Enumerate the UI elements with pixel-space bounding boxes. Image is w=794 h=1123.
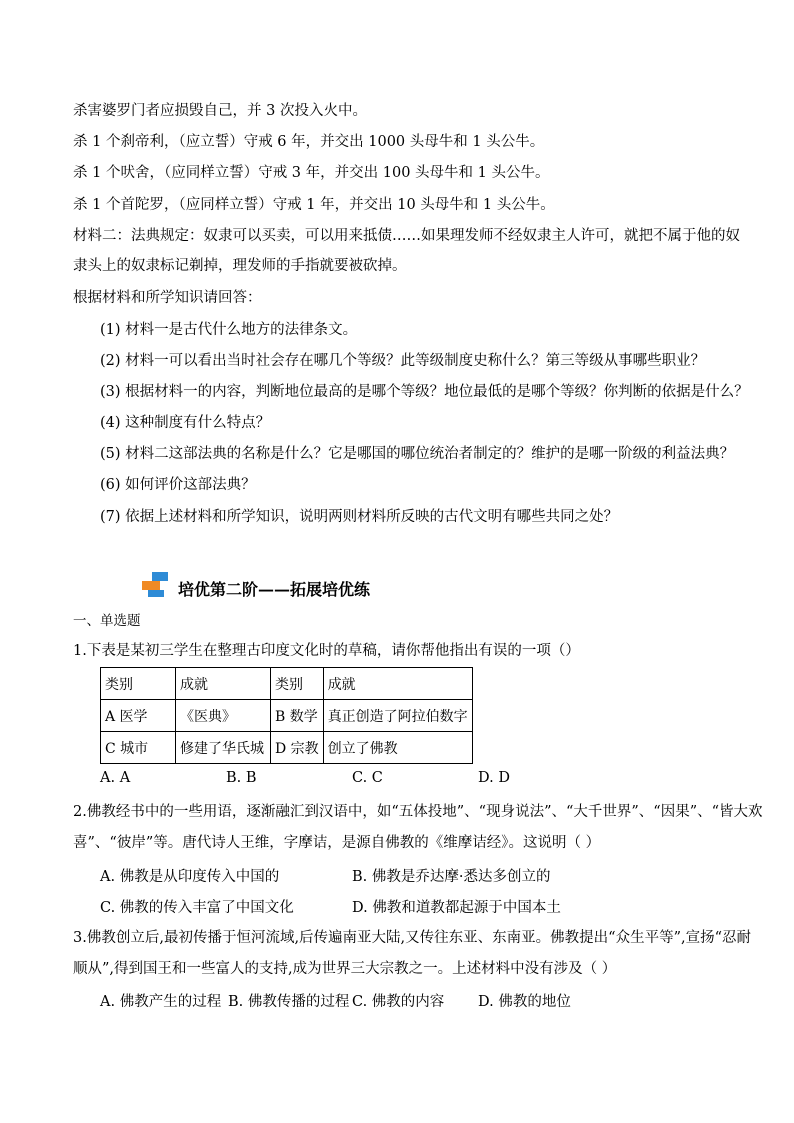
q1-option-d[interactable]: D. D	[478, 770, 510, 786]
q1-option-a[interactable]: A. A	[100, 770, 131, 786]
material1-line: 杀害婆罗门者应损毁自己，并 3 次投入火中。	[73, 103, 367, 119]
table-row	[101, 668, 473, 700]
q1-option-c[interactable]: C. C	[352, 770, 383, 786]
question-prompt: 根据材料和所学知识请回答：	[73, 290, 262, 306]
section-title: 培优第二阶——拓展培优练	[178, 580, 371, 599]
q3-option-a[interactable]: A. 佛教产生的过程	[100, 994, 222, 1010]
material1-line: 杀 1 个首陀罗，（应同样立誓）守戒 1 年，并交出 10 头母牛和 1 头公牛。	[73, 197, 555, 213]
material1-line: 杀 1 个刹帝利，（应立誓）守戒 6 年，并交出 1000 头母牛和 1 头公牛。	[73, 134, 545, 150]
q2-option-a[interactable]: A. 佛教是从印度传入中国的	[100, 869, 280, 885]
q2-option-b[interactable]: B. 佛教是乔达摩·悉达多创立的	[352, 869, 551, 885]
q3-stem-line2: 顺从”,得到国王和一些富人的支持,成为世界三大宗教之一。上述材料中没有涉及（ ）	[73, 961, 617, 977]
table-cell: 类别	[101, 668, 176, 700]
table-row	[101, 700, 473, 732]
q3-option-d[interactable]: D. 佛教的地位	[478, 994, 571, 1010]
q2-stem-line1: 2.佛教经书中的一些用语，逐渐融汇到汉语中，如“五体投地”、“现身说法”、“大千世界”、“因果”、“皆大欢	[73, 804, 763, 820]
table-cell: B 数学	[271, 700, 324, 732]
q1-table	[100, 667, 473, 764]
q1-option-b[interactable]: B. B	[226, 770, 257, 786]
table-cell: 成就	[176, 668, 271, 700]
q2-option-d[interactable]: D. 佛教和道教都起源于中国本土	[352, 900, 561, 916]
table-cell: 成就	[323, 668, 472, 700]
material2-line1: 材料二：法典规定：奴隶可以买卖，可以用来抵债……如果理发师不经奴隶主人许可，就把不属于他的奴	[73, 228, 740, 244]
sub-question: (6) 如何评价这部法典？	[100, 477, 256, 493]
q3-stem-line1: 3.佛教创立后,最初传播于恒河流域,后传遍南亚大陆,又传往东亚、东南亚。佛教提出“众生平等”,宣扬“忍耐	[73, 930, 752, 946]
table-cell: 创立了佛教	[323, 732, 472, 764]
table-cell: 修建了华氏城	[176, 732, 271, 764]
table-cell: 真正创造了阿拉伯数字	[323, 700, 472, 732]
section-logo-icon	[142, 572, 172, 598]
section-subtitle: 一、单选题	[73, 613, 141, 629]
sub-question: (5) 材料二这部法典的名称是什么？它是哪国的哪位统治者制定的？维护的是哪一阶级的利益法典？	[100, 446, 735, 462]
q1-stem: 1.下表是某初三学生在整理古印度文化时的草稿，请你帮他指出有误的一项（）	[73, 643, 580, 659]
material2-line2: 隶头上的奴隶标记剃掉，理发师的手指就要被砍掉。	[73, 258, 407, 274]
sub-question: (7) 依据上述材料和所学知识，说明两则材料所反映的古代文明有哪些共同之处？	[100, 509, 619, 525]
sub-question: (2) 材料一可以看出当时社会存在哪几个等级？此等级制度史称什么？第三等级从事哪些职业？	[100, 353, 706, 369]
q2-option-c[interactable]: C. 佛教的传入丰富了中国文化	[100, 900, 294, 916]
table-cell: D 宗教	[271, 732, 324, 764]
table-cell: A 医学	[101, 700, 176, 732]
table-cell: C 城市	[101, 732, 176, 764]
q3-option-c[interactable]: C. 佛教的内容	[352, 994, 445, 1010]
table-cell: 类别	[271, 668, 324, 700]
sub-question: (1) 材料一是古代什么地方的法律条文。	[100, 322, 358, 338]
sub-question: (4) 这种制度有什么特点？	[100, 415, 271, 431]
table-row	[101, 732, 473, 764]
table-cell: 《医典》	[176, 700, 271, 732]
material1-line: 杀 1 个吠舍，（应同样立誓）守戒 3 年，并交出 100 头母牛和 1 头公牛。	[73, 165, 550, 181]
sub-question: (3) 根据材料一的内容，判断地位最高的是哪个等级？地位最低的是哪个等级？你判断的依据是什么？	[100, 384, 749, 400]
q2-stem-line2: 喜”、“彼岸”等。唐代诗人王维，字摩诘，是源自佛教的《维摩诘经》。这说明（ ）	[73, 835, 601, 851]
q3-option-b[interactable]: B. 佛教传播的过程	[228, 994, 350, 1010]
